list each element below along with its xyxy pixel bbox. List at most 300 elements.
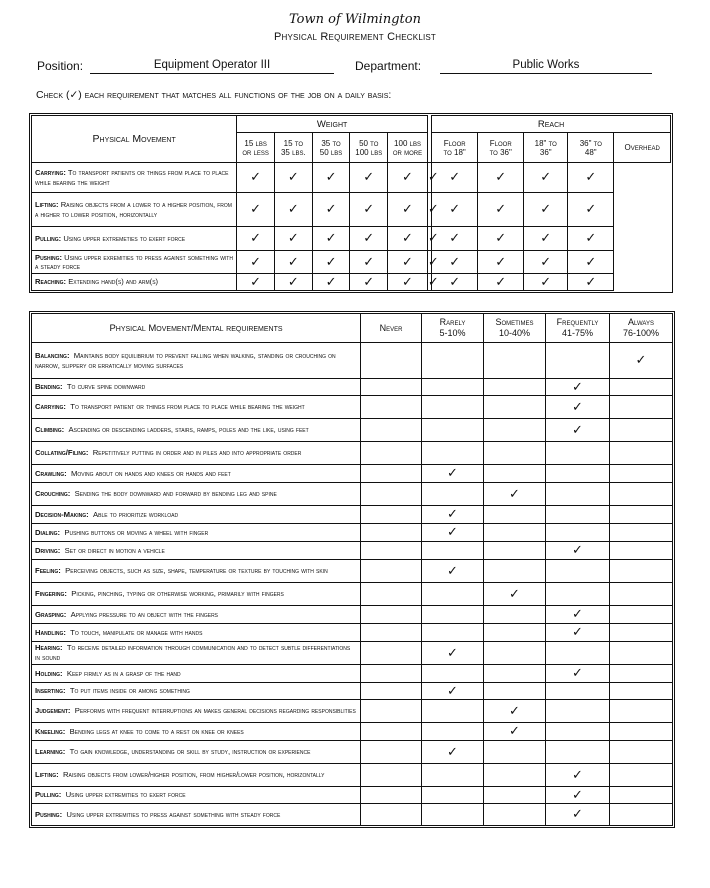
check-mark-icon: ✓ [287, 254, 299, 270]
check-cell[interactable] [274, 193, 312, 227]
table-row [32, 606, 673, 624]
frequency-col-header [610, 314, 673, 343]
check-mark-icon: ✓ [427, 254, 439, 270]
check-mark-icon: ✓ [635, 353, 647, 368]
check-cell[interactable] [274, 274, 312, 291]
frequency-cell[interactable] [361, 700, 422, 723]
frequency-cell[interactable] [546, 723, 610, 741]
requirement-definition: Using upper extremities to exert force [65, 790, 186, 800]
frequency-cell[interactable] [361, 396, 422, 419]
check-cell[interactable] [350, 163, 388, 193]
frequency-cell[interactable] [484, 700, 546, 723]
frequency-col-line2: 10-40% [498, 328, 531, 338]
requirement-definition: To touch, manipulate or manage with hands [70, 627, 203, 637]
position-field[interactable]: Equipment Operator III [90, 59, 334, 74]
requirement-definition: Sending the body downward and forward by bending leg and spine [74, 489, 277, 499]
frequency-cell[interactable] [484, 642, 546, 665]
frequency-cell[interactable] [422, 524, 484, 542]
frequency-cell[interactable] [422, 787, 484, 804]
frequency-cell[interactable] [484, 787, 546, 804]
department-label: Department: [355, 59, 422, 73]
frequency-cell[interactable] [361, 723, 422, 741]
check-mark-icon: ✓ [572, 666, 583, 681]
frequency-cell[interactable] [610, 723, 673, 741]
check-mark-icon: ✓ [495, 254, 507, 270]
check-cell[interactable] [350, 193, 388, 227]
frequency-cell[interactable] [361, 343, 422, 379]
weight-col-line2: 50 lbs [319, 147, 343, 157]
reach-col-line2: to 18" [443, 147, 466, 157]
frequency-cell[interactable] [422, 804, 484, 826]
requirement-definition: Repetitively putting in order and in piles and into appropriate order [92, 448, 302, 458]
weight-col-line1: 50 to [359, 138, 379, 148]
frequency-cell[interactable] [422, 764, 484, 787]
check-mark-icon: ✓ [427, 170, 439, 185]
frequency-cell[interactable] [422, 379, 484, 396]
requirement-description [32, 583, 361, 606]
frequency-cell[interactable] [361, 419, 422, 442]
check-cell[interactable] [312, 193, 350, 227]
frequency-cell[interactable] [546, 379, 610, 396]
requirement-description [32, 560, 361, 583]
frequency-cell[interactable] [422, 583, 484, 606]
check-mark-icon: ✓ [585, 274, 597, 290]
weight-col-line2: 100 lbs [355, 147, 383, 157]
requirement-description [32, 419, 361, 442]
frequency-cell[interactable] [610, 419, 673, 442]
frequency-cell[interactable] [361, 642, 422, 665]
frequency-cell[interactable] [546, 642, 610, 665]
requirement-description [32, 700, 361, 723]
requirement-definition: Applying pressure to an object with the fingers [70, 609, 219, 619]
requirement-definition: Picking, pinching, typing or otherwise working, primarily with fingers [71, 589, 284, 599]
frequency-cell[interactable] [546, 804, 610, 826]
check-mark-icon: ✓ [402, 231, 413, 246]
frequency-cell[interactable] [361, 804, 422, 826]
frequency-cell[interactable] [546, 396, 610, 419]
requirement-description [32, 506, 361, 524]
frequency-cell[interactable] [610, 624, 673, 642]
frequency-cell[interactable] [610, 741, 673, 764]
frequency-cell[interactable] [422, 483, 484, 506]
frequency-cell[interactable] [361, 506, 422, 524]
frequency-cell[interactable] [484, 419, 546, 442]
frequency-cell[interactable] [484, 583, 546, 606]
table-row [32, 465, 673, 483]
check-cell[interactable] [388, 274, 428, 291]
frequency-cell[interactable] [361, 442, 422, 465]
check-cell[interactable] [274, 227, 312, 251]
check-cell[interactable] [237, 274, 275, 291]
table-row [32, 343, 673, 379]
frequency-cell[interactable] [546, 683, 610, 700]
frequency-col-header [361, 314, 422, 343]
check-mark-icon: ✓ [447, 645, 458, 661]
check-cell[interactable] [237, 251, 275, 274]
frequency-cell[interactable] [422, 542, 484, 560]
check-cell[interactable] [524, 274, 568, 291]
frequency-cell[interactable] [422, 683, 484, 700]
requirement-term: Fingering: [35, 589, 67, 599]
frequency-cell[interactable] [361, 764, 422, 787]
check-mark-icon: ✓ [509, 724, 520, 739]
frequency-cell[interactable] [361, 465, 422, 483]
check-cell[interactable] [568, 251, 614, 274]
reach-col-line1: Floor [443, 138, 466, 148]
frequency-cell[interactable] [546, 465, 610, 483]
check-mark-icon: ✓ [540, 231, 552, 246]
requirement-description [32, 542, 361, 560]
check-cell[interactable] [388, 163, 428, 193]
requirement-term: Bending: [35, 382, 63, 392]
frequency-cell[interactable] [546, 343, 610, 379]
frequency-cell[interactable] [361, 583, 422, 606]
frequency-cell[interactable] [422, 465, 484, 483]
frequency-cell[interactable] [361, 665, 422, 683]
frequency-cell[interactable] [422, 560, 484, 583]
table-row [32, 764, 673, 787]
check-cell[interactable] [312, 227, 350, 251]
frequency-cell[interactable] [484, 379, 546, 396]
check-cell[interactable] [568, 193, 614, 227]
check-cell[interactable] [478, 193, 524, 227]
check-cell[interactable] [524, 227, 568, 251]
weight-col-line1: 100 lbs [394, 138, 421, 148]
movement-description [32, 193, 237, 227]
frequency-cell[interactable] [361, 741, 422, 764]
weight-col-line2: or more [392, 147, 423, 157]
frequency-cell[interactable] [546, 700, 610, 723]
check-cell[interactable] [350, 227, 388, 251]
check-mark-icon: ✓ [447, 563, 458, 579]
frequency-cell[interactable] [610, 343, 673, 379]
requirement-description [32, 442, 361, 465]
frequency-cell[interactable] [422, 624, 484, 642]
table-row [32, 483, 673, 506]
frequency-cell[interactable] [610, 683, 673, 700]
table-row [32, 560, 673, 583]
reach-col-line1: Overhead [624, 143, 660, 152]
frequency-cell[interactable] [422, 343, 484, 379]
frequency-cell[interactable] [422, 396, 484, 419]
check-mark-icon: ✓ [540, 170, 552, 185]
check-cell[interactable] [274, 163, 312, 193]
frequency-cell[interactable] [546, 506, 610, 524]
requirement-term: Balancing: [35, 350, 70, 360]
check-cell[interactable] [478, 163, 524, 193]
requirement-description [32, 606, 361, 624]
requirement-term: Crouching: [35, 489, 71, 499]
check-cell[interactable] [312, 163, 350, 193]
check-cell[interactable] [568, 227, 614, 251]
check-cell[interactable] [350, 274, 388, 291]
table-row [32, 642, 673, 665]
reach-col-header [478, 133, 524, 163]
requirement-definition: Perceiving objects, such as size, shape, temperature or texture by touching with skin [65, 566, 328, 576]
frequency-col-header [546, 314, 610, 343]
requirement-description [32, 465, 361, 483]
check-mark-icon: ✓ [363, 170, 375, 185]
frequency-cell[interactable] [546, 542, 610, 560]
check-mark-icon: ✓ [572, 767, 583, 783]
check-cell[interactable] [524, 193, 568, 227]
frequency-cell[interactable] [361, 524, 422, 542]
check-mark-icon: ✓ [495, 274, 507, 290]
check-cell[interactable] [350, 251, 388, 274]
check-mark-icon: ✓ [250, 231, 262, 246]
position-label: Position: [37, 59, 84, 73]
check-mark-icon: ✓ [540, 202, 552, 217]
check-cell[interactable] [388, 193, 428, 227]
requirement-definition: Maintains body equilibrium to prevent falling when walking, standing or crouching on narrow, slippery or erratically moving surfaces [35, 350, 336, 370]
frequency-cell[interactable] [610, 665, 673, 683]
requirement-term: Collating/Filing: [35, 448, 89, 458]
check-mark-icon: ✓ [325, 202, 337, 217]
frequency-col-line1: Sometimes [495, 317, 534, 327]
frequency-cell[interactable] [610, 506, 673, 524]
frequency-cell[interactable] [546, 787, 610, 804]
check-mark-icon: ✓ [509, 586, 520, 602]
reach-group-header: Reach [432, 116, 671, 133]
weight-col-line1: 15 to [283, 138, 304, 148]
frequency-cell[interactable] [484, 764, 546, 787]
requirement-definition: To put items inside or among something [69, 686, 190, 696]
check-cell[interactable] [388, 227, 428, 251]
weight-col-header [237, 133, 275, 163]
frequency-cell[interactable] [610, 524, 673, 542]
frequency-cell[interactable] [610, 700, 673, 723]
movement-term: Reaching: [35, 277, 67, 287]
requirement-description [32, 524, 361, 542]
frequency-col-line2: 76-100% [622, 328, 660, 338]
table-row [32, 251, 671, 274]
check-mark-icon: ✓ [427, 231, 439, 246]
frequency-cell[interactable] [610, 379, 673, 396]
check-cell[interactable] [312, 251, 350, 274]
check-cell[interactable] [478, 251, 524, 274]
frequency-cell[interactable] [610, 642, 673, 665]
frequency-cell[interactable] [484, 606, 546, 624]
check-mark-icon: ✓ [540, 254, 552, 270]
requirement-description [32, 343, 361, 379]
check-mark-icon: ✓ [572, 543, 583, 558]
check-mark-icon: ✓ [250, 254, 262, 270]
check-cell[interactable] [524, 251, 568, 274]
frequency-col-line1: Rarely [439, 317, 466, 327]
frequency-cell[interactable] [484, 396, 546, 419]
frequency-cell[interactable] [546, 606, 610, 624]
check-mark-icon: ✓ [572, 787, 583, 803]
frequency-cell[interactable] [422, 700, 484, 723]
frequency-cell[interactable] [484, 465, 546, 483]
check-mark-icon: ✓ [495, 170, 507, 185]
check-mark-icon: ✓ [447, 507, 458, 522]
frequency-cell[interactable] [361, 542, 422, 560]
frequency-cell[interactable] [422, 506, 484, 524]
check-cell[interactable] [237, 227, 275, 251]
frequency-cell[interactable] [610, 483, 673, 506]
check-mark-icon: ✓ [449, 274, 461, 290]
table-row [32, 442, 673, 465]
check-mark-icon: ✓ [495, 202, 507, 217]
frequency-cell[interactable] [546, 524, 610, 542]
requirement-term: Crawling: [35, 468, 67, 478]
reach-col-line2: to 36" [489, 147, 512, 157]
frequency-cell[interactable] [361, 560, 422, 583]
frequency-cell[interactable] [610, 804, 673, 826]
frequency-cell[interactable] [361, 379, 422, 396]
movement-description [32, 227, 237, 251]
reach-col-line1: 36" to [579, 138, 602, 148]
check-cell[interactable] [478, 274, 524, 291]
frequency-cell[interactable] [484, 542, 546, 560]
check-mark-icon: ✓ [325, 254, 337, 270]
frequency-cell[interactable] [422, 741, 484, 764]
frequency-cell[interactable] [484, 683, 546, 700]
check-mark-icon: ✓ [325, 170, 337, 185]
town-name: Town of Wilmington [289, 12, 421, 27]
check-mark-icon: ✓ [250, 202, 262, 217]
requirement-definition: Pushing buttons or moving a wheel with finger [64, 527, 209, 537]
check-cell[interactable] [312, 274, 350, 291]
frequency-cell[interactable] [484, 483, 546, 506]
frequency-cell[interactable] [484, 741, 546, 764]
frequency-cell[interactable] [546, 419, 610, 442]
check-mark-icon: ✓ [447, 683, 458, 699]
frequency-cell[interactable] [610, 542, 673, 560]
weight-col-line2: or less [242, 147, 269, 157]
requirement-description [32, 483, 361, 506]
frequency-cell[interactable] [546, 665, 610, 683]
requirement-term: Kneeling: [35, 726, 66, 736]
requirement-term: Feeling: [35, 566, 61, 576]
check-mark-icon: ✓ [250, 170, 262, 185]
check-mark-icon: ✓ [363, 231, 375, 246]
frequency-cell[interactable] [610, 396, 673, 419]
requirement-definition: To curve spine downward [66, 382, 146, 392]
table-row [32, 274, 671, 291]
instruction-text: Check (✓) each requirement that matches all functions of the job on a daily basis: [36, 89, 392, 101]
requirement-description [32, 764, 361, 787]
requirement-term: Dialing: [35, 527, 61, 537]
frequency-cell[interactable] [484, 343, 546, 379]
frequency-cell[interactable] [422, 419, 484, 442]
table-row [32, 379, 673, 396]
frequency-cell[interactable] [361, 606, 422, 624]
frequency-cell[interactable] [484, 624, 546, 642]
check-cell[interactable] [274, 251, 312, 274]
frequency-cell[interactable] [484, 723, 546, 741]
reach-col-header [614, 133, 671, 163]
check-mark-icon: ✓ [509, 703, 520, 719]
check-mark-icon: ✓ [449, 254, 461, 270]
frequency-cell[interactable] [484, 442, 546, 465]
frequency-cell[interactable] [546, 764, 610, 787]
table-row [32, 163, 671, 193]
movement-term: Lifting: [35, 200, 59, 210]
check-cell[interactable] [568, 163, 614, 193]
table-row [32, 700, 673, 723]
requirement-term: Grasping: [35, 609, 67, 619]
table-row [32, 741, 673, 764]
check-mark-icon: ✓ [572, 379, 583, 395]
movement-description [32, 163, 237, 193]
frequency-cell[interactable] [484, 560, 546, 583]
frequency-cell[interactable] [610, 560, 673, 583]
frequency-cell[interactable] [422, 442, 484, 465]
frequency-cell[interactable] [610, 583, 673, 606]
frequency-cell[interactable] [546, 442, 610, 465]
frequency-cell[interactable] [422, 723, 484, 741]
frequency-cell[interactable] [484, 804, 546, 826]
check-mark-icon: ✓ [585, 254, 597, 270]
reach-col-line1: Floor [489, 138, 512, 148]
check-mark-icon: ✓ [325, 274, 337, 290]
frequency-col-header [422, 314, 484, 343]
check-mark-icon: ✓ [325, 231, 337, 246]
check-cell[interactable] [427, 274, 439, 291]
requirement-description [32, 723, 361, 741]
frequency-cell[interactable] [484, 665, 546, 683]
frequency-cell[interactable] [546, 583, 610, 606]
check-cell[interactable] [524, 163, 568, 193]
table-row [32, 665, 673, 683]
check-cell[interactable] [237, 163, 275, 193]
check-cell[interactable] [568, 274, 614, 291]
frequency-cell[interactable] [484, 524, 546, 542]
check-cell[interactable] [237, 193, 275, 227]
requirement-description [32, 624, 361, 642]
frequency-cell[interactable] [546, 560, 610, 583]
check-mark-icon: ✓ [363, 274, 375, 290]
frequency-cell[interactable] [361, 683, 422, 700]
frequency-cell[interactable] [422, 642, 484, 665]
frequency-cell[interactable] [610, 606, 673, 624]
frequency-cell[interactable] [422, 606, 484, 624]
requirement-definition: Moving about on hands and knees or hands and feet [71, 468, 231, 478]
reach-col-header [432, 133, 478, 163]
table-row [32, 193, 671, 227]
check-mark-icon: ✓ [287, 170, 299, 185]
check-cell[interactable] [388, 251, 428, 274]
frequency-cell[interactable] [546, 624, 610, 642]
check-cell[interactable] [478, 227, 524, 251]
weight-col-line1: 35 to [321, 138, 341, 148]
requirement-description [32, 787, 361, 804]
frequency-cell[interactable] [361, 483, 422, 506]
check-mark-icon: ✓ [495, 231, 507, 246]
frequency-cell[interactable] [610, 787, 673, 804]
department-field[interactable]: Public Works [440, 59, 652, 74]
reach-col-header [568, 133, 614, 163]
frequency-cell[interactable] [546, 741, 610, 764]
requirement-term: Judgement: [35, 706, 71, 716]
check-mark-icon: ✓ [572, 625, 583, 640]
frequency-cell[interactable] [546, 483, 610, 506]
frequency-cell[interactable] [422, 665, 484, 683]
table-row [32, 524, 673, 542]
frequency-cell[interactable] [610, 465, 673, 483]
check-mark-icon: ✓ [427, 202, 439, 217]
frequency-cell[interactable] [484, 506, 546, 524]
frequency-cell[interactable] [610, 764, 673, 787]
frequency-cell[interactable] [361, 787, 422, 804]
check-mark-icon: ✓ [402, 254, 413, 270]
frequency-cell[interactable] [361, 624, 422, 642]
movement-term: Pushing: [35, 252, 63, 262]
requirement-term: Carrying: [35, 402, 66, 412]
frequency-cell[interactable] [610, 442, 673, 465]
